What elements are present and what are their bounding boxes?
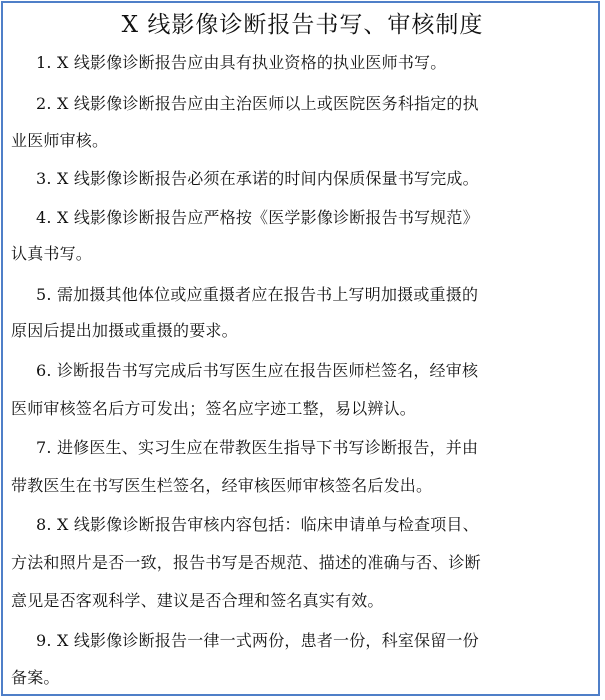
item-6-line-1: 6. 诊断报告书写完成后书写医生应在报告医师栏签名，经审核 <box>36 361 479 380</box>
item-6-line-2: 医师审核签名后方可发出；签名应字迹工整，易以辨认。 <box>11 399 417 418</box>
item-5-line-1: 5. 需加摄其他体位或应重摄者应在报告书上写明加摄或重摄的 <box>36 285 479 304</box>
item-8-line-2: 方法和照片是否一致，报告书写是否规范、描述的准确与否、诊断 <box>11 553 481 572</box>
item-7-line-2: 带教医生在书写医生栏签名，经审核医师审核签名后发出。 <box>11 476 433 495</box>
document-title: X 线影像诊断报告书写、审核制度 <box>121 12 484 38</box>
item-7-line-1: 7. 进修医生、实习生应在带教医生指导下书写诊断报告，并由 <box>36 438 479 457</box>
item-8-line-1: 8. X 线影像诊断报告审核内容包括：临床申请单与检查项目、 <box>36 515 479 534</box>
item-4-line-1: 4. X 线影像诊断报告应严格按《医学影像诊断报告书写规范》 <box>36 208 479 227</box>
item-2-line-2: 业医师审核。 <box>11 131 109 150</box>
item-5-line-2: 原因后提出加摄或重摄的要求。 <box>11 321 238 340</box>
item-9-line-1: 9. X 线影像诊断报告一律一式两份，患者一份，科室保留一份 <box>36 631 479 650</box>
item-2-line-1: 2. X 线影像诊断报告应由主治医师以上或医院医务科指定的执 <box>36 94 479 113</box>
item-8-line-3: 意见是否客观科学、建议是否合理和签名真实有效。 <box>11 591 384 610</box>
item-1-line-1: 1. X 线影像诊断报告应由具有执业资格的执业医师书写。 <box>36 53 447 72</box>
item-9-line-2: 备案。 <box>11 668 60 687</box>
item-3-line-1: 3. X 线影像诊断报告必须在承诺的时间内保质保量书写完成。 <box>36 169 479 188</box>
item-4-line-2: 认真书写。 <box>11 244 93 263</box>
